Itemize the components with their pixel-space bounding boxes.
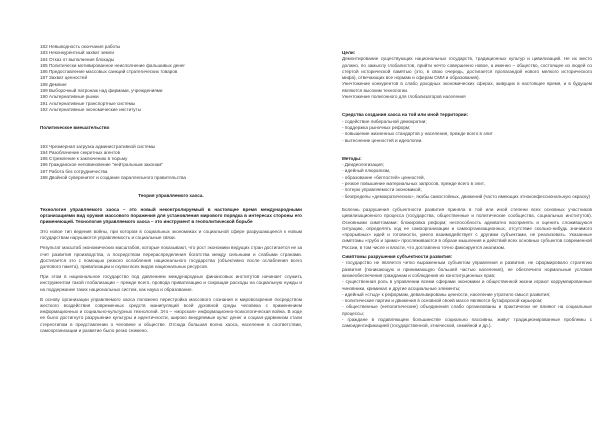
- list-item: 192 Альтернативные экономические институты: [40, 106, 142, 112]
- paragraph: Уничтожение конкурентов в слабо доходных экономических сферах, живущих в настоящее время, и в будущем являются высоким технологии.: [342, 81, 592, 93]
- list-item: - резкое повышение материальных запросов, прежде всего в элит,: [342, 181, 485, 187]
- methods-list: [342, 162, 592, 200]
- methods-heading: Методы:: [342, 155, 362, 161]
- list-item: - граждане в подавляющем большинстве социально пассивны, живут традиционированные проблемы с самоидентификацией (государственной, этнической, семейной и др.).: [342, 316, 592, 329]
- list-item: - потерю управляемости экономикой,: [342, 187, 422, 193]
- list-item: - существенная роль в управлении всеми сферами экономики и общественной жизни играют коррумпированные чиновники, криминал и другие асоциальные элементы;: [342, 279, 592, 291]
- list-item: - общественные (неполитические) объединения слабо организованы и практически не влияют на социальные процессы;: [342, 304, 592, 316]
- political-list: [40, 144, 302, 182]
- list-item: 196 Гражданское неповиновение "нейтральным законам": [40, 162, 163, 168]
- list-item: 197 Работа без сотрудничества: [40, 168, 108, 174]
- list-item: 195 Стремление к заключению в тюрьму: [40, 156, 128, 162]
- section-heading-chaos-theory: Теория управляемого хаоса.: [138, 193, 204, 199]
- list-item: - поддержка рыночных реформ;: [342, 124, 411, 130]
- list-item: 189 Выборочный патронаж над фирмами, учреждениями: [40, 88, 163, 94]
- sanctions-list: [40, 44, 302, 113]
- list-item: - повышение жизненных стандартов у населения, прежде всего в элит: [342, 131, 493, 137]
- list-item: - содействие либеральной демократии;: [342, 118, 427, 124]
- list-item: 182 Невыводность окончания работы: [40, 44, 121, 49]
- means-list: [342, 119, 592, 144]
- list-item: 186 Предоставление массовых санкций стратегических товаров: [40, 69, 178, 75]
- goals-heading: Цели:: [342, 50, 356, 55]
- list-item: - вытеснение ценностей и идеологии.: [342, 137, 423, 143]
- list-item: 184 Отказ от выполнения блокады: [40, 56, 115, 62]
- list-item: - Деидеологизация;: [342, 162, 384, 168]
- list-item: 193 Чрезмерная загрузка административной системы: [40, 143, 156, 149]
- paragraph: Результат масштаб экономических масштабов, которые показывают, что рост экономики ведущих стран достигается не за счет развития производства, а посредством перераспределения богатства между сильными и слабыми странами. Достигается это с помощью резкого ослабления национального государства (объективно после ослабления всего долгового пакета), приватизации и скупки всех видов национальных ресурсов.: [40, 245, 302, 270]
- right-column: [342, 50, 592, 330]
- paragraph: Уничтожение полигонного для глобализаторов населения: [342, 94, 466, 100]
- paragraph: Это новое тип ведения войны, при котором в социальных экономиках и социальной сфере разрушающееся к новым государствам нарушаются управляемость и социальные связи.: [40, 229, 302, 241]
- paragraph: Болезнь разрушения субъектности развития приняла в той или иной степени всех основных участников цивилизационного процесса (государства, общественные и политические сообщества, социальных институтов). Основными симптомами: блокировка реформ; неспособность адекватно воспринять и оценить сложившуюся ситуацию, определять ход ее самоорганизации и самоорганизационных, отсутствие сколько-нибудь значимого «прорывных» идей и готовности, умело взаимодействует с другими субъектами, не реализовать. Указанные симптомы «грубо и зримо» прослеживаются в образе мышления и действий всех основных субъектов современной России, в том числе и власти, что доставлено точно фиксируется анализом.: [342, 206, 592, 250]
- list-item: 194 Разоблачение секретных агентов: [40, 149, 121, 155]
- section-heading-political: Политическое вмешательство: [40, 125, 110, 131]
- list-item: 198 Двойной суверенитет и создание параллельного правительства: [40, 175, 186, 181]
- list-item: 191 Альтернативные транспортные системы: [40, 100, 136, 106]
- list-item: - политические партии и движения в основной своей массе являются бутафорской карьером;: [342, 298, 543, 304]
- list-item: - государство не является четко выраженным субъектом управления и развития, не сформировало стратегию развития (поникающую и принимающую большей частью населения), не обеспечило нормальные условия жизнеобеспечения гражданам и соблюдения их конституционных прав;: [342, 260, 592, 278]
- list-item: - образование «беглостей» ценностей,: [342, 174, 425, 180]
- paragraph: В основу организации управляемого хаоса положено перестройка массового сознания и мировоззрения посредством жесткого воздействия современных средств манипуляций всей духовной среды человека с применением информационных и социально-культурных технологий. Это – «морская» информационно-психологическая война. В ходе ее было достигнуто разрушение культуры и идентичности, широко внедряемые культ денег и социал-дарвинизм стали стереотипом в представлении о человеке и обществе. Отсюда большая волна хаоса, население в соответствии, самоорганизации и развитие было резко снижено.: [40, 296, 302, 334]
- list-item: 185 Политически мотивированное неисполнение фальшивых денег: [40, 62, 186, 68]
- symptoms-heading: Симптомы разрушения субъектности развития:: [342, 254, 453, 260]
- list-item: - идейный «стыд» к реформам, девальвированы ценности, население утратило смысл развития;: [342, 291, 551, 297]
- paragraph: При этом в национальное государство под давлением международных финансовых институтов начинает служить инструментом такой глобализации – прежде всего, провода приватизацию и сокращая расходы на социальную нужды и на поддержание таких национальных систем, как наука и образование.: [40, 274, 302, 292]
- list-item: - идейный плюрализм,: [342, 168, 391, 174]
- list-item: 190 Альтернативные рынки: [40, 94, 99, 100]
- symptoms-list: [342, 260, 592, 329]
- list-item: 183 Неконкурентный захват земли: [40, 50, 114, 56]
- paragraph: Демонтирование существующих национальных государств, традиционных культур и цивилизаций. Не их место должно, по замыслу глобалистов, прийти нечто совершенно новое, а именно – общество, состоящее из людей со стертой исторической памятью (это, в свою очередь, достигается пропагандой нового мелкого исторического мифа), отвечающих все нормам и сферам СМИ и образования).: [342, 56, 592, 81]
- list-item: - безпределы «демократических», якобы самостойных, движений (часто имеющих этноконфессиональную окраску): [342, 193, 591, 199]
- left-column: [40, 44, 302, 338]
- means-heading: Средства создания хаоса на той или иной территории:: [342, 112, 469, 118]
- list-item: 188 Демпинг: [40, 81, 68, 87]
- list-item: 187 Захват ценностей: [40, 75, 88, 81]
- paragraph: Технология управляемого хаоса – это новый неконтролируемый в настоящее время международными организациями вид оружия массового поражения для установления мирового порядка в интересах стороны его применяющей. Технология управляемого хаоса – это инструмент в геополитической борьбе: [40, 206, 302, 225]
